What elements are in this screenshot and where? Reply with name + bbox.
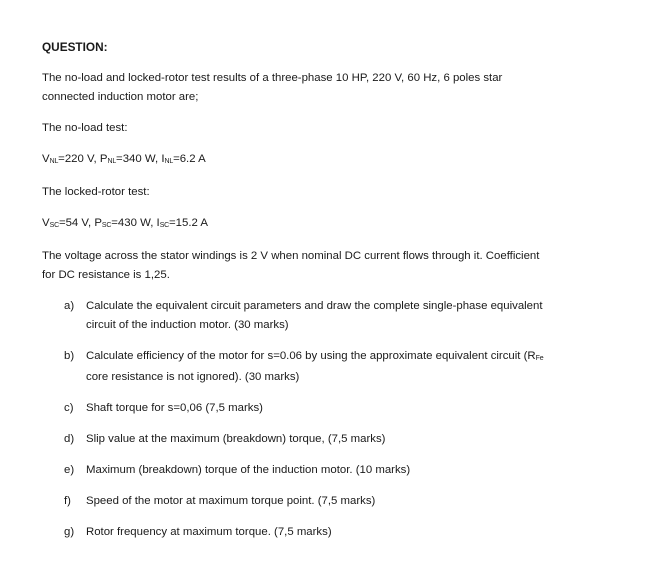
- item-marker: c): [64, 402, 74, 414]
- lockedrotor-title: The locked-rotor test:: [42, 186, 150, 198]
- item-marker: d): [64, 433, 75, 445]
- noload-values: [42, 150, 602, 171]
- intro-paragraph: [42, 69, 602, 107]
- question-item-d: [42, 430, 602, 449]
- intro-line-1: The no-load and locked-rotor test results of a three-phase 10 HP, 220 V, 60 Hz, 6 poles star: [42, 72, 503, 84]
- item-marker: a): [64, 300, 75, 312]
- question-item-g: [42, 523, 602, 542]
- noload-v-subscript: NL: [49, 158, 59, 165]
- lockedrotor-i-subscript: SC: [159, 222, 170, 229]
- item-marker: g): [64, 526, 75, 538]
- lockedrotor-v-symbol: V: [42, 217, 50, 229]
- item-b-line-1: Calculate efficiency of the motor for s=0.06 by using the approximate equivalent circuit (R: [86, 350, 536, 362]
- noload-i-subscript: NL: [164, 158, 174, 165]
- item-marker: f): [64, 495, 71, 507]
- item-a-line-2: circuit of the induction motor. (30 marks): [86, 319, 289, 331]
- question-heading: QUESTION:: [42, 40, 108, 54]
- noload-title: The no-load test:: [42, 122, 128, 134]
- item-a-line-1: Calculate the equivalent circuit parameters and draw the complete single-phase equivalent: [86, 300, 543, 312]
- question-item-a: [42, 297, 602, 335]
- noload-v-symbol: V: [42, 153, 50, 165]
- question-list: [42, 297, 602, 542]
- noload-p-value: =340 W,: [116, 153, 162, 165]
- lockedrotor-v-value: =54 V,: [58, 217, 95, 229]
- item-b-line-2: core resistance is not ignored). (30 marks): [86, 371, 300, 383]
- item-f-text: Speed of the motor at maximum torque point. (7,5 marks): [86, 495, 376, 507]
- question-item-f: [42, 492, 602, 511]
- lockedrotor-i-value: =15.2 A: [169, 217, 208, 229]
- item-g-text: Rotor frequency at maximum torque. (7,5 marks): [86, 526, 332, 538]
- question-item-e: [42, 461, 602, 480]
- noload-p-symbol: P: [99, 153, 108, 165]
- noload-i-symbol: I: [161, 153, 165, 165]
- question-item-c: [42, 399, 602, 418]
- lockedrotor-values: [42, 214, 602, 235]
- lockedrotor-i-symbol: I: [156, 217, 160, 229]
- question-item-b: [42, 347, 602, 387]
- question-document: [42, 40, 602, 554]
- item-marker: e): [64, 464, 75, 476]
- lockedrotor-p-subscript: SC: [101, 222, 112, 229]
- lockedrotor-p-value: =430 W,: [111, 217, 157, 229]
- dc-resistance-paragraph: [42, 247, 602, 285]
- item-e-text: Maximum (breakdown) torque of the induction motor. (10 marks): [86, 464, 411, 476]
- item-d-text: Slip value at the maximum (breakdown) torque, (7,5 marks): [86, 433, 386, 445]
- intro-line-2: connected induction motor are;: [42, 91, 199, 103]
- noload-i-value: =6.2 A: [173, 153, 206, 165]
- item-marker: b): [64, 350, 75, 362]
- dc-line-2: for DC resistance is 1,25.: [42, 269, 170, 281]
- lockedrotor-v-subscript: SC: [49, 222, 59, 229]
- item-b-fe-subscript: Fe: [535, 355, 544, 362]
- lockedrotor-p-symbol: P: [94, 217, 102, 229]
- dc-line-1: The voltage across the stator windings is 2 V when nominal DC current flows through it. Coefficient: [42, 250, 540, 262]
- item-c-text: Shaft torque for s=0,06 (7,5 marks): [86, 402, 263, 414]
- noload-p-subscript: NL: [107, 158, 117, 165]
- noload-v-value: =220 V,: [58, 153, 100, 165]
